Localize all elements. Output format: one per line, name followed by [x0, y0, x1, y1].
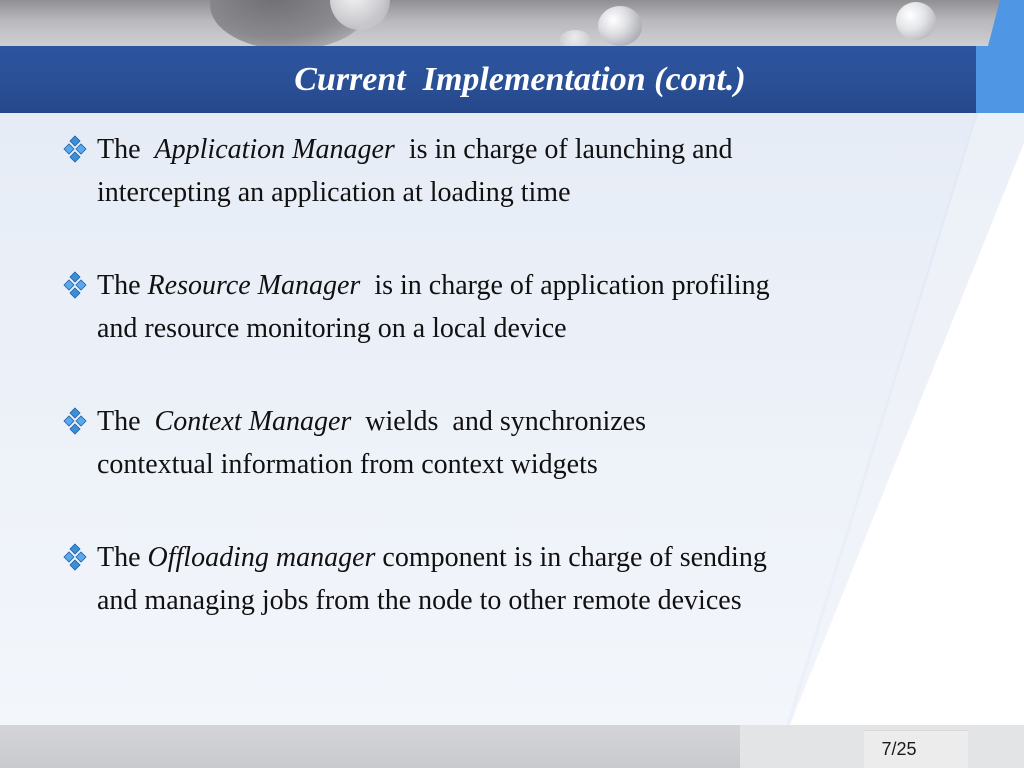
- bullet-list: [60, 128, 960, 622]
- diamond-four-bullet-icon: [60, 270, 90, 300]
- page-number: 7/25: [881, 739, 917, 759]
- bullet-text: The: [97, 134, 155, 165]
- slide-title: Current Implementation (cont.): [294, 61, 746, 98]
- bullet-item: [60, 128, 960, 214]
- bullet-line-2: intercepting an application at loading time: [97, 177, 571, 208]
- bullet-term: Application Manager: [154, 134, 395, 165]
- bullet-term: Context Manager: [154, 406, 352, 437]
- bullet-line-1: [97, 128, 960, 171]
- bullet-text: is in charge of application profiling: [360, 270, 770, 301]
- bullet-text: wields and synchronizes: [351, 406, 646, 437]
- bullet-term: Resource Manager: [147, 270, 361, 301]
- bullet-line-1: [97, 264, 960, 307]
- bullet-line-1: [97, 400, 960, 443]
- bullet-line-2: and managing jobs from the node to other remote devices: [97, 585, 742, 616]
- bullet-item: [60, 400, 960, 486]
- bullet-text: The: [97, 406, 155, 437]
- bullet-text: The: [97, 542, 148, 573]
- bullet-item: [60, 536, 960, 622]
- bullet-term: Offloading manager: [147, 542, 376, 573]
- water-drop-decoration: [896, 2, 936, 40]
- header-photo-strip: [0, 0, 1024, 46]
- bullet-text: is in charge of launching and: [394, 134, 733, 165]
- bullet-line-2: contextual information from context widgets: [97, 449, 598, 480]
- bullet-line-2: and resource monitoring on a local device: [97, 313, 567, 344]
- water-drop-decoration: [560, 30, 590, 46]
- bullet-text: component is in charge of sending: [375, 542, 767, 573]
- bullet-item: [60, 264, 960, 350]
- diamond-four-bullet-icon: [60, 134, 90, 164]
- bullet-text: The: [97, 270, 148, 301]
- bullet-line-1: [97, 536, 960, 579]
- diamond-four-bullet-icon: [60, 542, 90, 572]
- water-drop-decoration: [598, 6, 642, 46]
- diamond-four-bullet-icon: [60, 406, 90, 436]
